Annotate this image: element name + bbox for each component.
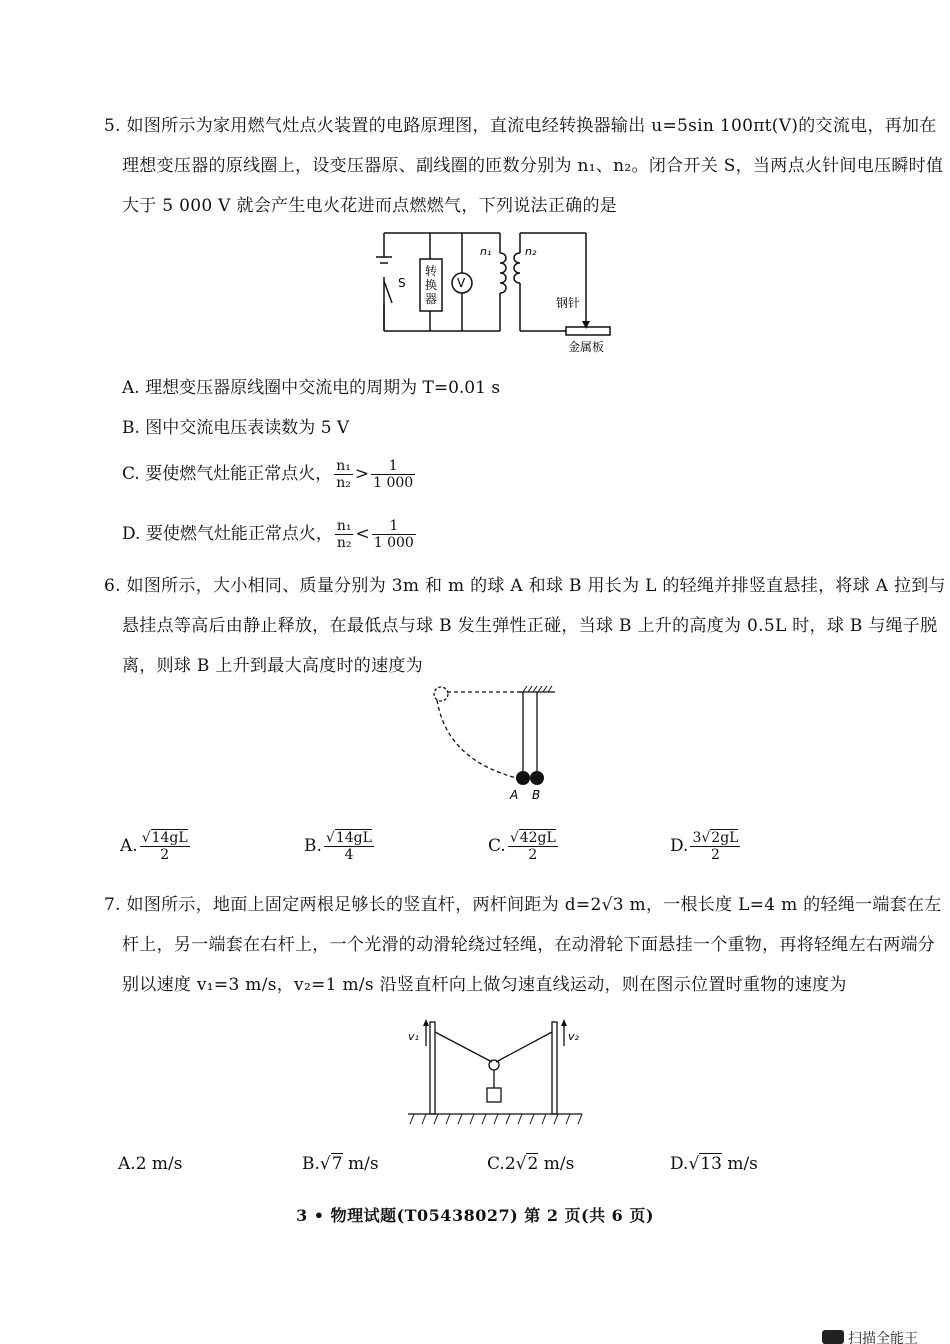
raised-ball <box>434 687 448 701</box>
frac-num: 1 <box>372 518 416 535</box>
q7-option-c[interactable] <box>487 1154 574 1174</box>
frac-num: n₁ <box>336 518 352 534</box>
plate-label: 金属板 <box>568 340 605 354</box>
q7-option-b[interactable] <box>302 1154 379 1174</box>
q7-option-d[interactable] <box>670 1154 758 1174</box>
ball-a <box>516 771 530 785</box>
frac-den: n₂ <box>336 475 351 491</box>
n1-label: n₁ <box>480 245 492 258</box>
unit: m/s <box>538 1154 575 1174</box>
coefficient: 3 <box>692 830 702 846</box>
frac-num: 1 <box>371 458 415 475</box>
radicand: 2 <box>527 1154 539 1174</box>
v2-label: v₂ <box>568 1030 579 1043</box>
weight-block <box>487 1088 501 1102</box>
q7-option-a[interactable] <box>118 1154 182 1174</box>
frac-num <box>690 830 740 847</box>
frac-den: 2 <box>528 847 538 863</box>
v1-label: v₁ <box>408 1030 419 1043</box>
q6-option-a[interactable] <box>120 830 192 863</box>
pulley-diagram <box>400 1012 590 1132</box>
frac-num: n₁ <box>336 458 351 474</box>
sqrt-sign: √ <box>141 830 151 846</box>
option-letter: D. <box>670 836 689 856</box>
frac-num <box>508 830 558 847</box>
pulley-wheel <box>489 1060 499 1070</box>
switch-label: S <box>398 276 406 290</box>
q7-stem-line1: 7. 如图所示，地面上固定两根足够长的竖直杆，两杆间距为 d=2√3 m，一根长度 L=4 m 的轻绳一端套在左 <box>104 895 942 915</box>
swing-arc <box>437 700 517 778</box>
q5-option-d[interactable] <box>122 518 418 551</box>
secondary-coil <box>514 253 520 283</box>
scanner-watermark-text: 扫描全能王 <box>848 1331 918 1344</box>
page-footer: 3 • 物理试题(T05438027) 第 2 页(共 6 页) <box>296 1206 654 1225</box>
option-value: 2 <box>504 1154 516 1174</box>
frac-den: 1 000 <box>373 475 414 491</box>
rope-left <box>435 1032 492 1062</box>
radicand: 13 <box>700 1154 722 1174</box>
right-pole <box>552 1022 557 1114</box>
option-fraction <box>508 830 558 863</box>
metal-plate <box>566 327 610 335</box>
q7-stem-line2: 杆上，另一端套在右杆上，一个光滑的动滑轮绕过轻绳，在动滑轮下面悬挂一个重物，再将轻绳左右两端分 <box>122 935 936 955</box>
radicand: 42gL <box>519 830 556 846</box>
q6-stem-line1: 6. 如图所示，大小相同、质量分别为 3m 和 m 的球 A 和球 B 用长为 L 的轻绳并排竖直悬挂，将球 A 拉到与 <box>104 576 946 596</box>
ignition-circuit-diagram <box>370 225 630 360</box>
scanner-watermark <box>820 1326 950 1344</box>
label-a: A <box>510 788 519 802</box>
q5-option-d-text: D. 要使燃气灶能正常点火， <box>122 524 333 544</box>
pendulum-diagram <box>425 682 565 804</box>
sqrt-sign: √ <box>325 830 335 846</box>
ball-b <box>530 771 544 785</box>
radicand: 2gL <box>711 830 739 846</box>
q5-option-a[interactable]: A. 理想变压器原线圈中交流电的周期为 T=0.01 s <box>122 378 501 398</box>
q6-option-c[interactable] <box>488 830 560 863</box>
primary-coil <box>500 253 506 293</box>
unit: m/s <box>721 1154 758 1174</box>
converter-label-1: 转 <box>425 264 438 278</box>
radicand: 7 <box>331 1154 343 1174</box>
q7-stem-line3: 别以速度 v₁=3 m/s，v₂=1 m/s 沿竖直杆向上做匀速直线运动，则在图示位置时重物的速度为 <box>122 975 847 995</box>
sqrt-sign: √ <box>701 830 711 846</box>
option-letter: A. <box>120 836 138 856</box>
frac-den: n₂ <box>336 535 352 551</box>
q5-stem-line3: 大于 5 000 V 就会产生电火花进而点燃燃气，下列说法正确的是 <box>122 196 618 216</box>
frac-num <box>140 830 190 847</box>
option-letter: B. <box>304 836 322 856</box>
voltmeter-label: V <box>457 276 466 290</box>
option-fraction <box>140 830 190 863</box>
q5-option-c-text: C. 要使燃气灶能正常点火， <box>122 464 333 484</box>
option-fraction <box>324 830 374 863</box>
option-letter: C. <box>487 1154 505 1174</box>
left-pole <box>430 1022 435 1114</box>
ratio-n1-n2 <box>334 458 353 491</box>
less-sign: < <box>355 524 370 544</box>
frac-den: 2 <box>710 847 720 863</box>
frac-den: 2 <box>160 847 170 863</box>
q6-stem-line2: 悬挂点等高后由静止释放，在最低点与球 B 发生弹性正碰，当球 B 上升的高度为 0.5L 时，球 B 与绳子脱 <box>122 616 938 636</box>
frac-den: 1 000 <box>373 535 414 551</box>
converter-label-2: 换 <box>425 278 438 292</box>
sqrt-sign: √ <box>688 1154 700 1174</box>
converter-label-3: 器 <box>425 292 438 306</box>
option-letter: C. <box>488 836 506 856</box>
q5-option-c[interactable] <box>122 458 417 491</box>
sqrt-sign: √ <box>509 830 519 846</box>
q5-option-b[interactable]: B. 图中交流电压表读数为 5 V <box>122 418 350 438</box>
option-letter: D. <box>670 1154 689 1174</box>
radicand: 14gL <box>151 830 188 846</box>
q5-stem-line2: 理想变压器的原线圈上，设变压器原、副线圈的匝数分别为 n₁、n₂。闭合开关 S，当两点火针间电压瞬时值 <box>122 156 944 176</box>
option-letter: A. <box>118 1154 136 1174</box>
switch-blade <box>384 281 392 303</box>
frac-num <box>324 830 374 847</box>
unit: m/s <box>342 1154 379 1174</box>
sqrt-sign: √ <box>319 1154 331 1174</box>
needle-label: 钢针 <box>556 296 581 310</box>
ratio-n1-n2 <box>335 518 354 551</box>
q6-stem-line3: 离，则球 B 上升到最大高度时的速度为 <box>122 656 423 676</box>
ratio-one-thousand <box>371 458 415 491</box>
ratio-one-thousand <box>372 518 416 551</box>
frac-den: 4 <box>344 847 354 863</box>
option-fraction <box>690 830 740 863</box>
sqrt-sign: √ <box>515 1154 527 1174</box>
n2-label: n₂ <box>525 245 537 258</box>
greater-sign: > <box>354 464 370 484</box>
option-letter: B. <box>302 1154 320 1174</box>
option-value: 2 m/s <box>135 1154 183 1174</box>
rope-right <box>496 1032 552 1062</box>
q6-option-b[interactable] <box>304 830 376 863</box>
q6-option-d[interactable] <box>670 830 742 863</box>
label-b: B <box>532 788 541 802</box>
q5-stem-line1: 5. 如图所示为家用燃气灶点火装置的电路原理图，直流电经转换器输出 u=5sin 100πt(V)的交流电，再加在 <box>104 116 937 136</box>
radicand: 14gL <box>335 830 372 846</box>
